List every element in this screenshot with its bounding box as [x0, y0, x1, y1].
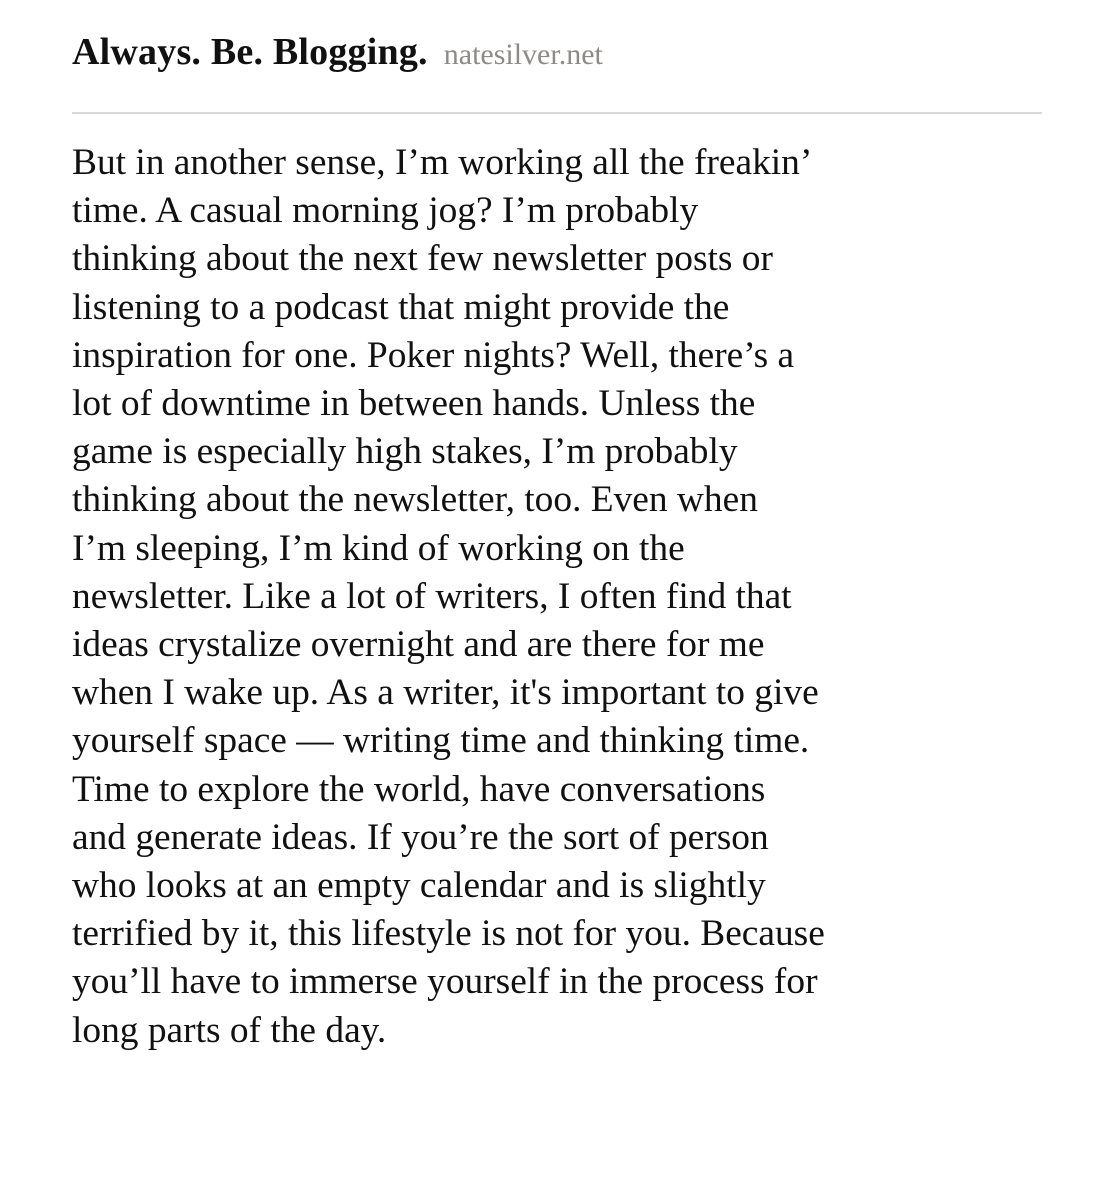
text-line: when I wake up. As a writer, it's important to give [72, 672, 819, 714]
text-line: listening to a podcast that might provide the [72, 286, 730, 328]
text-line: and generate ideas. If you’re the sort of person [72, 816, 769, 858]
article-title: Always. Be. Blogging. [72, 31, 428, 73]
text-line: I’m sleeping, I’m kind of working on the [72, 527, 685, 569]
text-line: thinking about the next few newsletter posts or [72, 238, 773, 280]
text-line: you’ll have to immerse yourself in the process for [72, 961, 818, 1003]
text-line: game is especially high stakes, I’m probably [72, 431, 738, 473]
article-header [72, 30, 1042, 90]
text-line: Time to explore the world, have conversations [72, 768, 766, 810]
text-line: time. A casual morning jog? I’m probably [72, 190, 699, 232]
text-line: long parts of the day. [72, 1009, 387, 1051]
text-line: yourself space — writing time and thinking time. [72, 720, 810, 762]
text-line: terrified by it, this lifestyle is not for you. Because [72, 913, 825, 955]
text-line: thinking about the newsletter, too. Even when [72, 479, 758, 521]
text-line: lot of downtime in between hands. Unless the [72, 383, 756, 425]
text-line: But in another sense, I’m working all the freakin’ [72, 142, 813, 183]
text-line: ideas crystalize overnight and are there for me [72, 624, 765, 666]
text-line: newsletter. Like a lot of writers, I often find that [72, 575, 792, 617]
excerpt-paragraph [72, 139, 1072, 1055]
source-domain[interactable]: natesilver.net [443, 38, 603, 71]
text-line: who looks at an empty calendar and is slightly [72, 865, 766, 907]
text-line: inspiration for one. Poker nights? Well, there’s a [72, 334, 795, 376]
header-divider [72, 112, 1042, 114]
